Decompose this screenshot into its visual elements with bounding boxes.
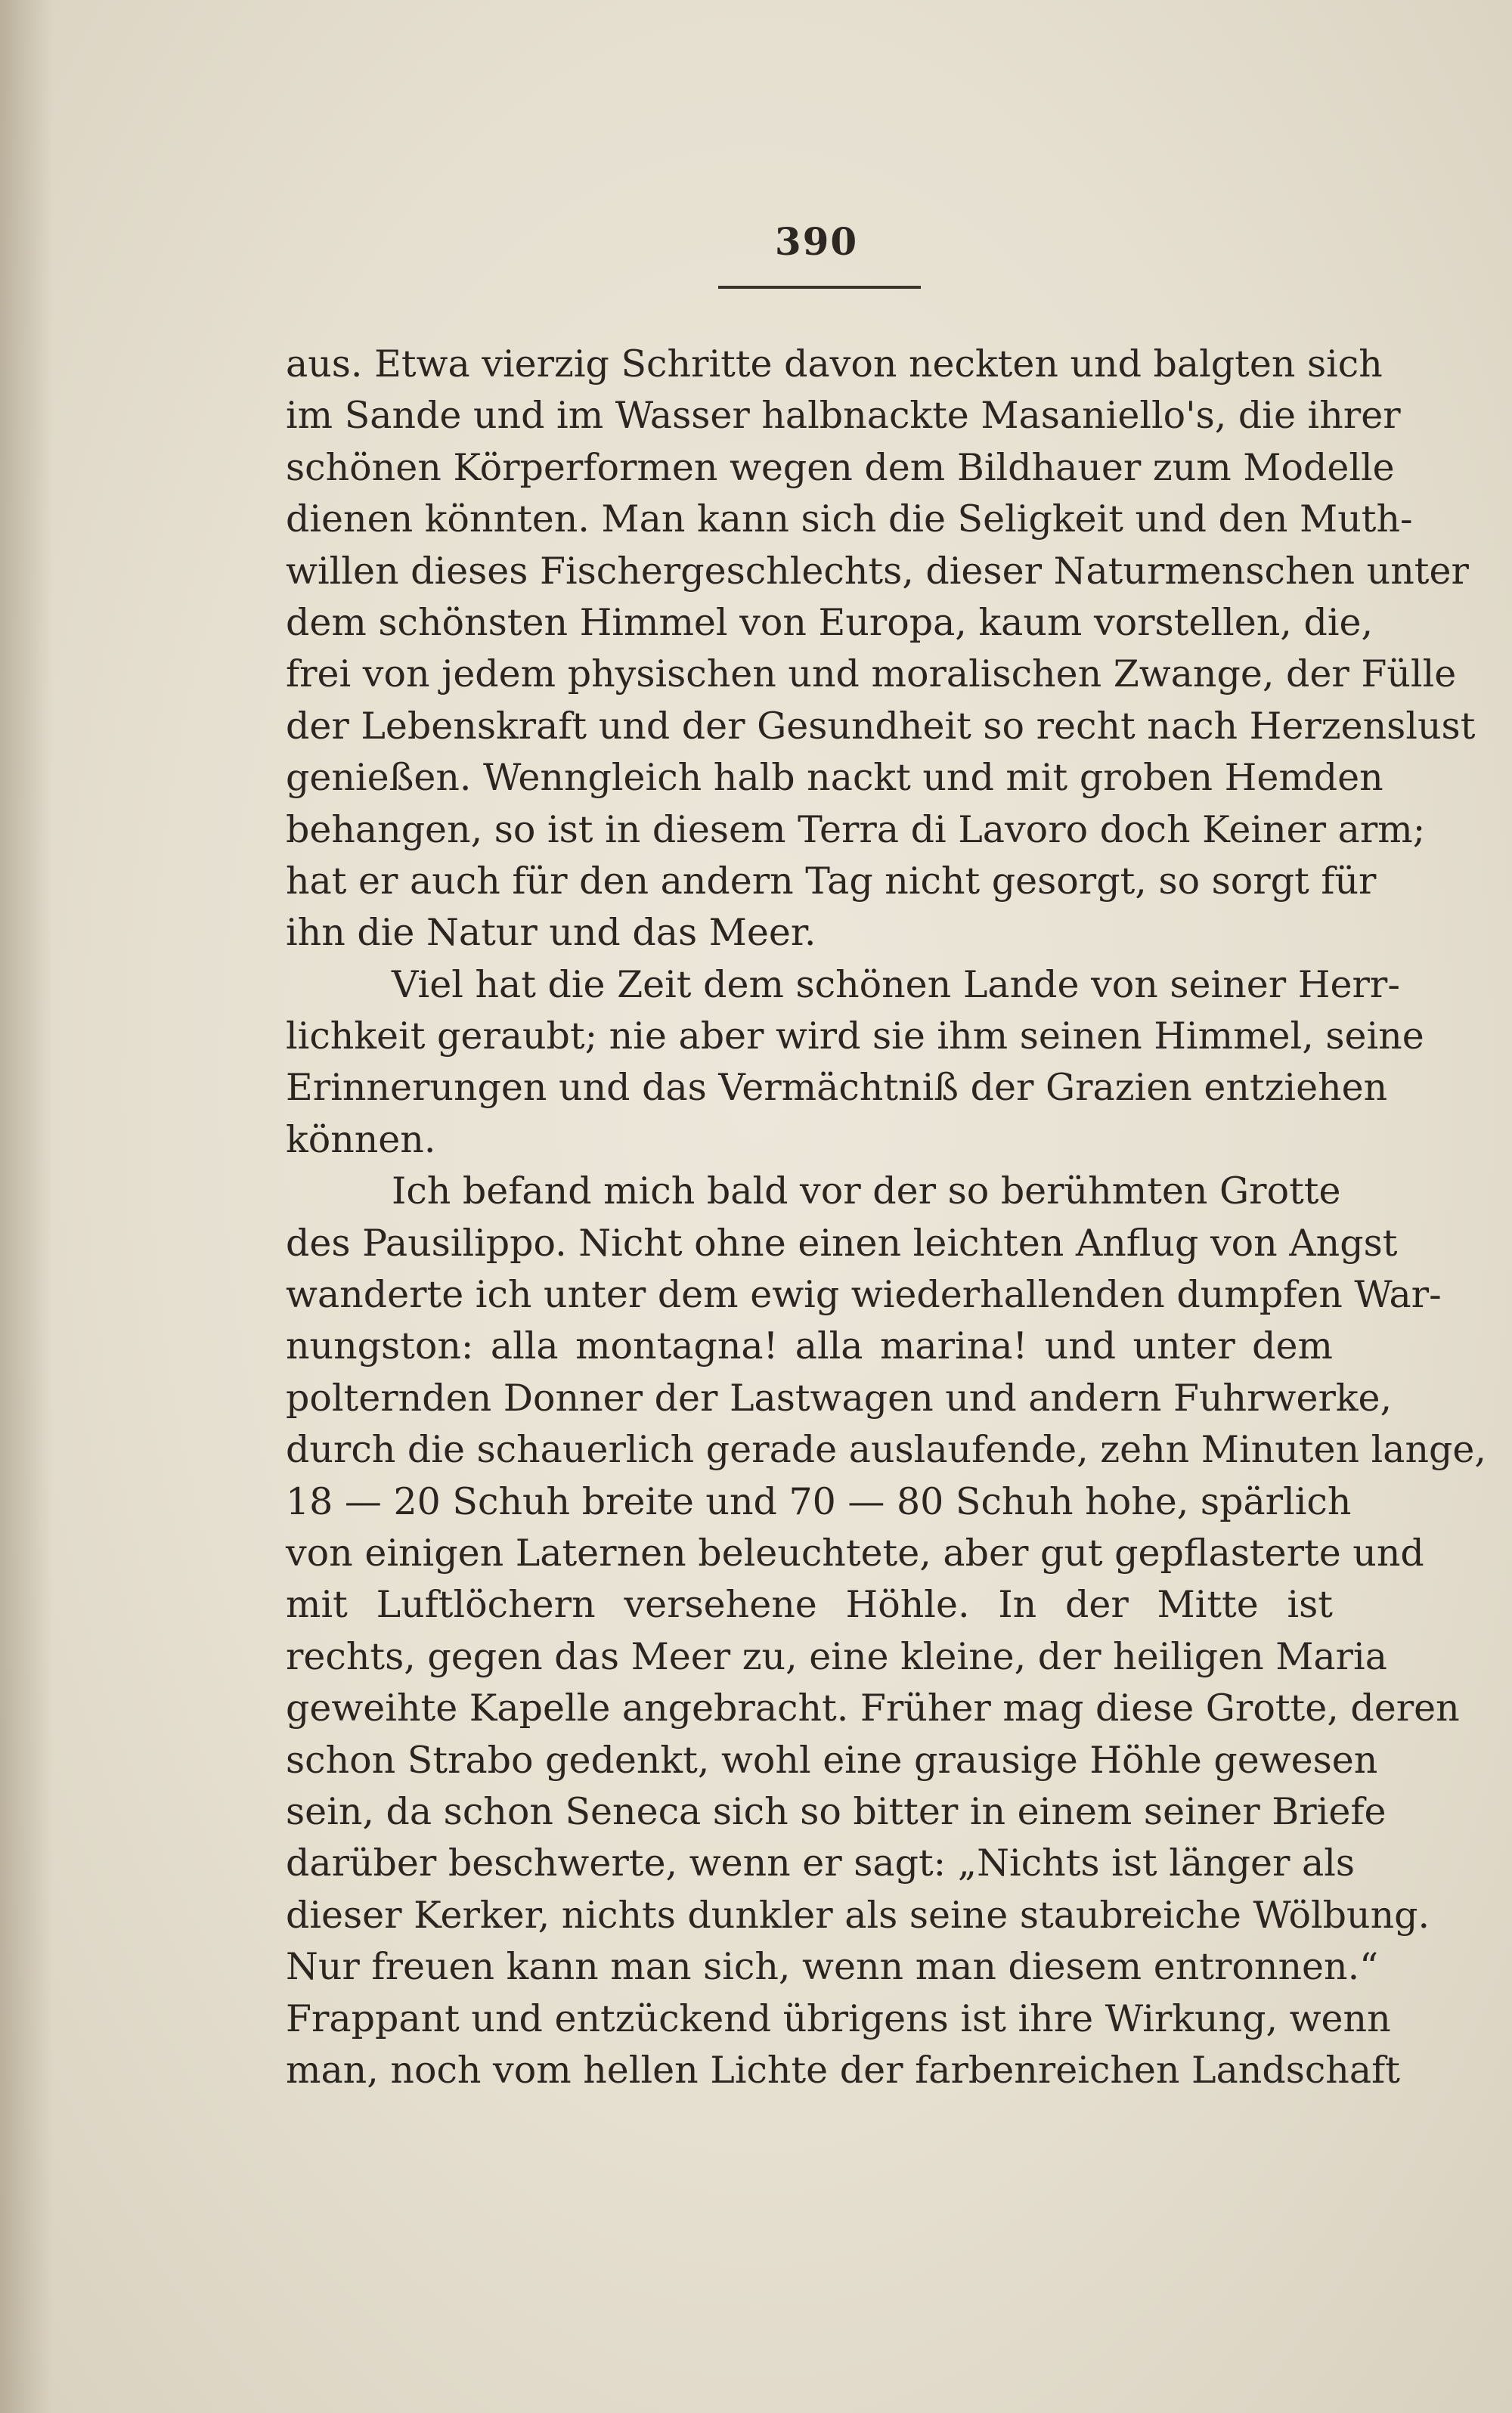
header-rule xyxy=(718,286,921,289)
text-line: darüber beschwerte, wenn er sagt: „Nichts ist länger als xyxy=(286,1842,1356,1885)
text-line: nungston: alla montagna! alla marina! und unter dem xyxy=(286,1324,1333,1368)
text-line: dieser Kerker, nichts dunkler als seine staubreiche Wölbung. xyxy=(286,1893,1430,1937)
text-line: im Sande und im Wasser halbnackte Masaniello's, die ihrer xyxy=(286,394,1401,438)
text-line: ihn die Natur und das Meer. xyxy=(286,911,816,955)
text-line: wanderte ich unter dem ewig wiederhallenden dumpfen War- xyxy=(286,1273,1442,1317)
text-line: schönen Körperformen wegen dem Bildhauer zum Modelle xyxy=(286,445,1395,489)
text-line: genießen. Wenngleich halb nackt und mit groben Hemden xyxy=(286,756,1383,800)
text-line: hat er auch für den andern Tag nicht gesorgt, so sorgt für xyxy=(286,859,1377,903)
paragraph-start-line: Ich befand mich bald vor der so berühmten Grotte xyxy=(392,1169,1341,1213)
text-line: der Lebenskraft und der Gesundheit so recht nach Herzenslust xyxy=(286,704,1476,748)
text-line: lichkeit geraubt; nie aber wird sie ihm seinen Himmel, seine xyxy=(286,1014,1424,1058)
text-line: sein, da schon Seneca sich so bitter in einem seiner Briefe xyxy=(286,1789,1387,1833)
text-line: Erinnerungen und das Vermächtniß der Grazien entziehen xyxy=(286,1066,1388,1110)
text-line: Nur freuen kann man sich, wenn man diesem entronnen.“ xyxy=(286,1945,1379,1989)
text-line: dienen könnten. Man kann sich die Seligkeit und den Muth- xyxy=(286,497,1413,541)
text-line: rechts, gegen das Meer zu, eine kleine, der heiligen Maria xyxy=(286,1634,1387,1678)
text-line: willen dieses Fischergeschlechts, dieser Naturmenschen unter xyxy=(286,549,1469,593)
text-line: 18 — 20 Schuh breite und 70 — 80 Schuh hohe, spärlich xyxy=(286,1479,1352,1523)
body-text xyxy=(286,339,1486,2096)
binding-shadow xyxy=(0,0,53,2413)
text-line: mit Luftlöchern versehene Höhle. In der Mitte ist xyxy=(286,1583,1333,1627)
text-line: aus. Etwa vierzig Schritte davon neckten und balgten sich xyxy=(286,342,1383,386)
text-line: frei von jedem physischen und moralischen Zwange, der Fülle xyxy=(286,652,1457,696)
text-line: man, noch vom hellen Lichte der farbenreichen Landschaft xyxy=(286,2048,1400,2092)
page-number: 390 xyxy=(774,219,859,264)
paragraph-start-line: Viel hat die Zeit dem schönen Lande von seiner Herr- xyxy=(392,962,1400,1006)
text-line: durch die schauerlich gerade auslaufende, zehn Minuten lange, xyxy=(286,1428,1486,1472)
text-line: geweihte Kapelle angebracht. Früher mag diese Grotte, deren xyxy=(286,1687,1460,1730)
text-line: schon Strabo gedenkt, wohl eine grausige Höhle gewesen xyxy=(286,1738,1378,1782)
text-line: können. xyxy=(286,1117,436,1161)
text-line: behangen, so ist in diesem Terra di Lavoro doch Keiner arm; xyxy=(286,807,1426,851)
text-line: Frappant und entzückend übrigens ist ihre Wirkung, wenn xyxy=(286,1996,1391,2040)
text-line: dem schönsten Himmel von Europa, kaum vorstellen, die, xyxy=(286,600,1374,644)
text-line: polternden Donner der Lastwagen und andern Fuhrwerke, xyxy=(286,1376,1393,1420)
text-line: von einigen Laternen beleuchtete, aber gut gepflasterte und xyxy=(286,1531,1424,1575)
text-line: des Pausilippo. Nicht ohne einen leichten Anflug von Angst xyxy=(286,1221,1398,1265)
